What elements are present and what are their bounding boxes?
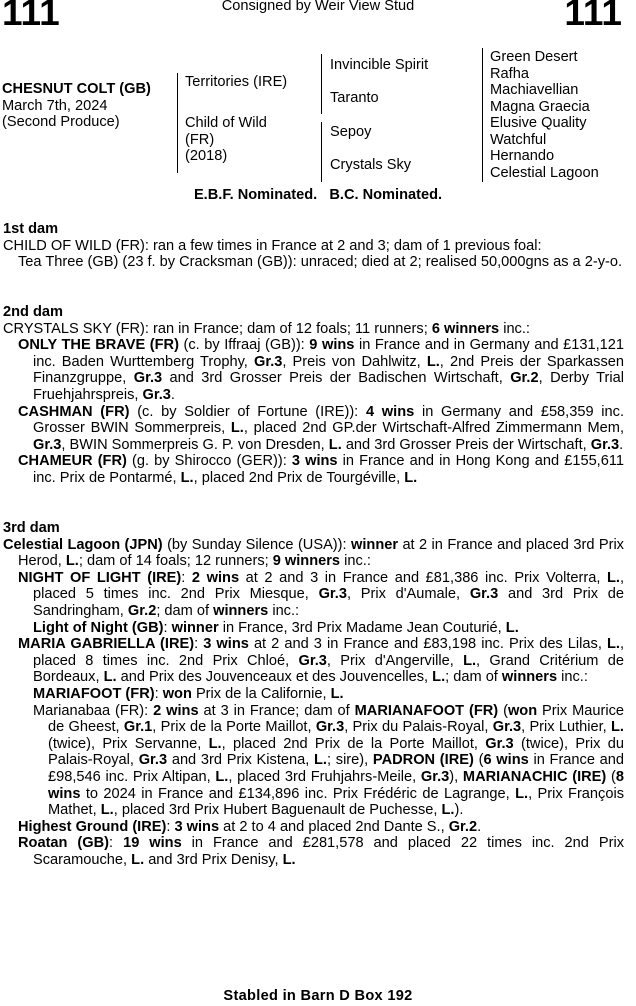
nominations: E.B.F. Nominated. B.C. Nominated. xyxy=(193,187,443,203)
third-dam-intro: Celestial Lagoon (JPN) (by Sunday Silence (USA)): winner at 2 in France and placed 3rd Prix Herod, L.; dam of 14 foals; 12 runners; 9 winners inc.: xyxy=(3,536,624,570)
gen3-item: Machiavellian xyxy=(490,82,579,98)
gen3-item: Hernando xyxy=(490,148,555,164)
foaling-date: March 7th, 2024 xyxy=(2,97,108,114)
consignor: Consigned by Weir View Stud xyxy=(221,0,415,14)
first-dam-title: 1st dam xyxy=(3,221,59,237)
dam-year-line: (2018) xyxy=(185,148,228,165)
third-dam-entry: NIGHT OF LIGHT (IRE): 2 wins at 2 and 3 in France and £81,386 inc. Prix Volterra, L., placed 5 times inc. 2nd Prix Miesque, Gr.3, Prix d'Aumale, Gr.3 and 3rd Prix de Sandringham, Gr.2; dam of winners inc.: xyxy=(18,569,625,619)
first-dam-foal: Tea Three (GB) (23 f. by Cracksman (GB)): unraced; died at 2; realised 50,000gns as a 2-y-o. xyxy=(18,254,623,271)
bracket-dam xyxy=(177,115,178,173)
dam-name xyxy=(185,115,305,165)
second-dam-foal: ONLY THE BRAVE (FR) (c. by Iffraaj (GB)): 9 wins in France and in Germany and £131,121 inc. Baden Wurttemberg Trophy, Gr.3, Preis von Dahlwitz, L., 2nd Preis der Sparkassen Finanzgruppe, Gr.3 and 3rd Grosser Preis der Badischen Wirtschaft, Gr.2, Derby Trial Fruehjahrspreis, Gr.3. xyxy=(18,337,624,403)
second-dam-foal: CHAMEUR (FR) (g. by Shirocco (GER)): 3 wins in France and in Hong Kong and £155,611 inc. Prix de Pontarmé, L., placed 2nd Prix de Tourgéville, L. xyxy=(18,453,624,486)
horse-name: CHESNUT COLT (GB) xyxy=(2,81,151,97)
gen3-item: Elusive Quality xyxy=(490,115,587,131)
gen2-item: Sepoy xyxy=(330,124,372,140)
dam-name-line: Child of Wild xyxy=(185,115,267,131)
second-dam-intro: CRYSTALS SKY (FR): ran in France; dam of 12 foals; 11 runners; 6 winners inc.: xyxy=(3,320,530,337)
produce-note: (Second Produce) xyxy=(2,114,120,131)
second-dam-title: 2nd dam xyxy=(3,304,64,320)
gen2-item: Invincible Spirit xyxy=(330,57,429,73)
third-dam-entry: Highest Ground (IRE): 3 wins at 2 to 4 and placed 2nd Dante S., Gr.2. xyxy=(18,818,482,835)
third-dam-entry: MARIAFOOT (FR): won Prix de la Californie, L. xyxy=(33,685,344,702)
bracket-gen2-top xyxy=(321,54,322,114)
third-dam-entry: Light of Night (GB): winner in France, 3rd Prix Madame Jean Couturié, L. xyxy=(33,619,519,636)
stabled-location: Stabled in Barn D Box 192 xyxy=(223,988,413,1004)
first-dam-section xyxy=(3,221,624,271)
bracket-gen3 xyxy=(482,48,483,182)
dam-country-line: (FR) xyxy=(185,131,215,148)
first-dam-intro: CHILD OF WILD (FR): ran a few times in France at 2 and 3; dam of 1 previous foal: xyxy=(3,237,542,254)
gen3-item: Celestial Lagoon xyxy=(490,164,599,181)
gen3-item: Green Desert xyxy=(490,49,578,65)
third-dam-entry: MARIA GABRIELLA (IRE): 3 wins at 2 and 3 in France and £83,198 inc. Prix des Lilas, L., placed 8 times inc. 2nd Prix Chloé, Gr.3, Prix d'Angerville, L., Grand Critérium de Bordeaux, L. and Prix des Jouvenceaux et des Jouvencelles, L.; dam of winners inc.: xyxy=(18,636,625,686)
lot-number-left: 111 xyxy=(2,0,60,33)
gen3-item: Magna Graecia xyxy=(490,98,590,115)
third-dam-entry: Roatan (GB): 19 wins in France and £281,578 and placed 22 times inc. 2nd Prix Scaramouche, L. and 3rd Prix Denisy, L. xyxy=(18,835,624,868)
gen2-item: Taranto xyxy=(330,90,379,106)
sire-name: Territories (IRE) xyxy=(185,74,288,90)
gen3-item: Rafha xyxy=(490,65,529,82)
horse-info xyxy=(2,81,174,131)
bracket-gen2-bottom xyxy=(321,122,322,182)
gen3-item: Watchful xyxy=(490,131,547,148)
second-dam-section xyxy=(3,304,624,487)
second-dam-foal: CASHMAN (FR) (c. by Soldier of Fortune (IRE)): 4 wins in Germany and £58,359 inc. Grosser BWIN Sommerpreis, L., placed 2nd GP.der Wirtschaft-Alfred Zimmermann Mem, Gr.3, BWIN Sommerpreis G. P. von Dresden, L. and 3rd Grosser Preis der Wirtschaft, Gr.3. xyxy=(18,403,624,453)
third-dam-title: 3rd dam xyxy=(3,520,60,536)
gen2-item: Crystals Sky xyxy=(330,157,412,173)
third-dam-section xyxy=(3,520,624,868)
third-dam-entry: Marianabaa (FR): 2 wins at 3 in France; dam of MARIANAFOOT (FR) (won Prix Maurice de Gheest, Gr.1, Prix de la Porte Maillot, Gr.3, Prix du Palais-Royal, Gr.3, Prix Luthier, L. (twice), Prix Servanne, L., placed 2nd Prix de la Porte Maillot, Gr.3 (twice), Prix du Palais-Royal, Gr.3 and 3rd Prix Kistena, L.; sire), PADRON (IRE) (6 wins in France and £98,546 inc. Prix Altipan, L., placed 3rd Fruhjahrs-Meile, Gr.3), MARIANACHIC (IRE) (8 wins to 2024 in France and £134,896 inc. Prix Frédéric de Lagrange, L., Prix François Mathet, L., placed 3rd Prix Hubert Baguenault de Puchesse, L.). xyxy=(33,702,625,819)
lot-number-right: 111 xyxy=(564,0,622,33)
